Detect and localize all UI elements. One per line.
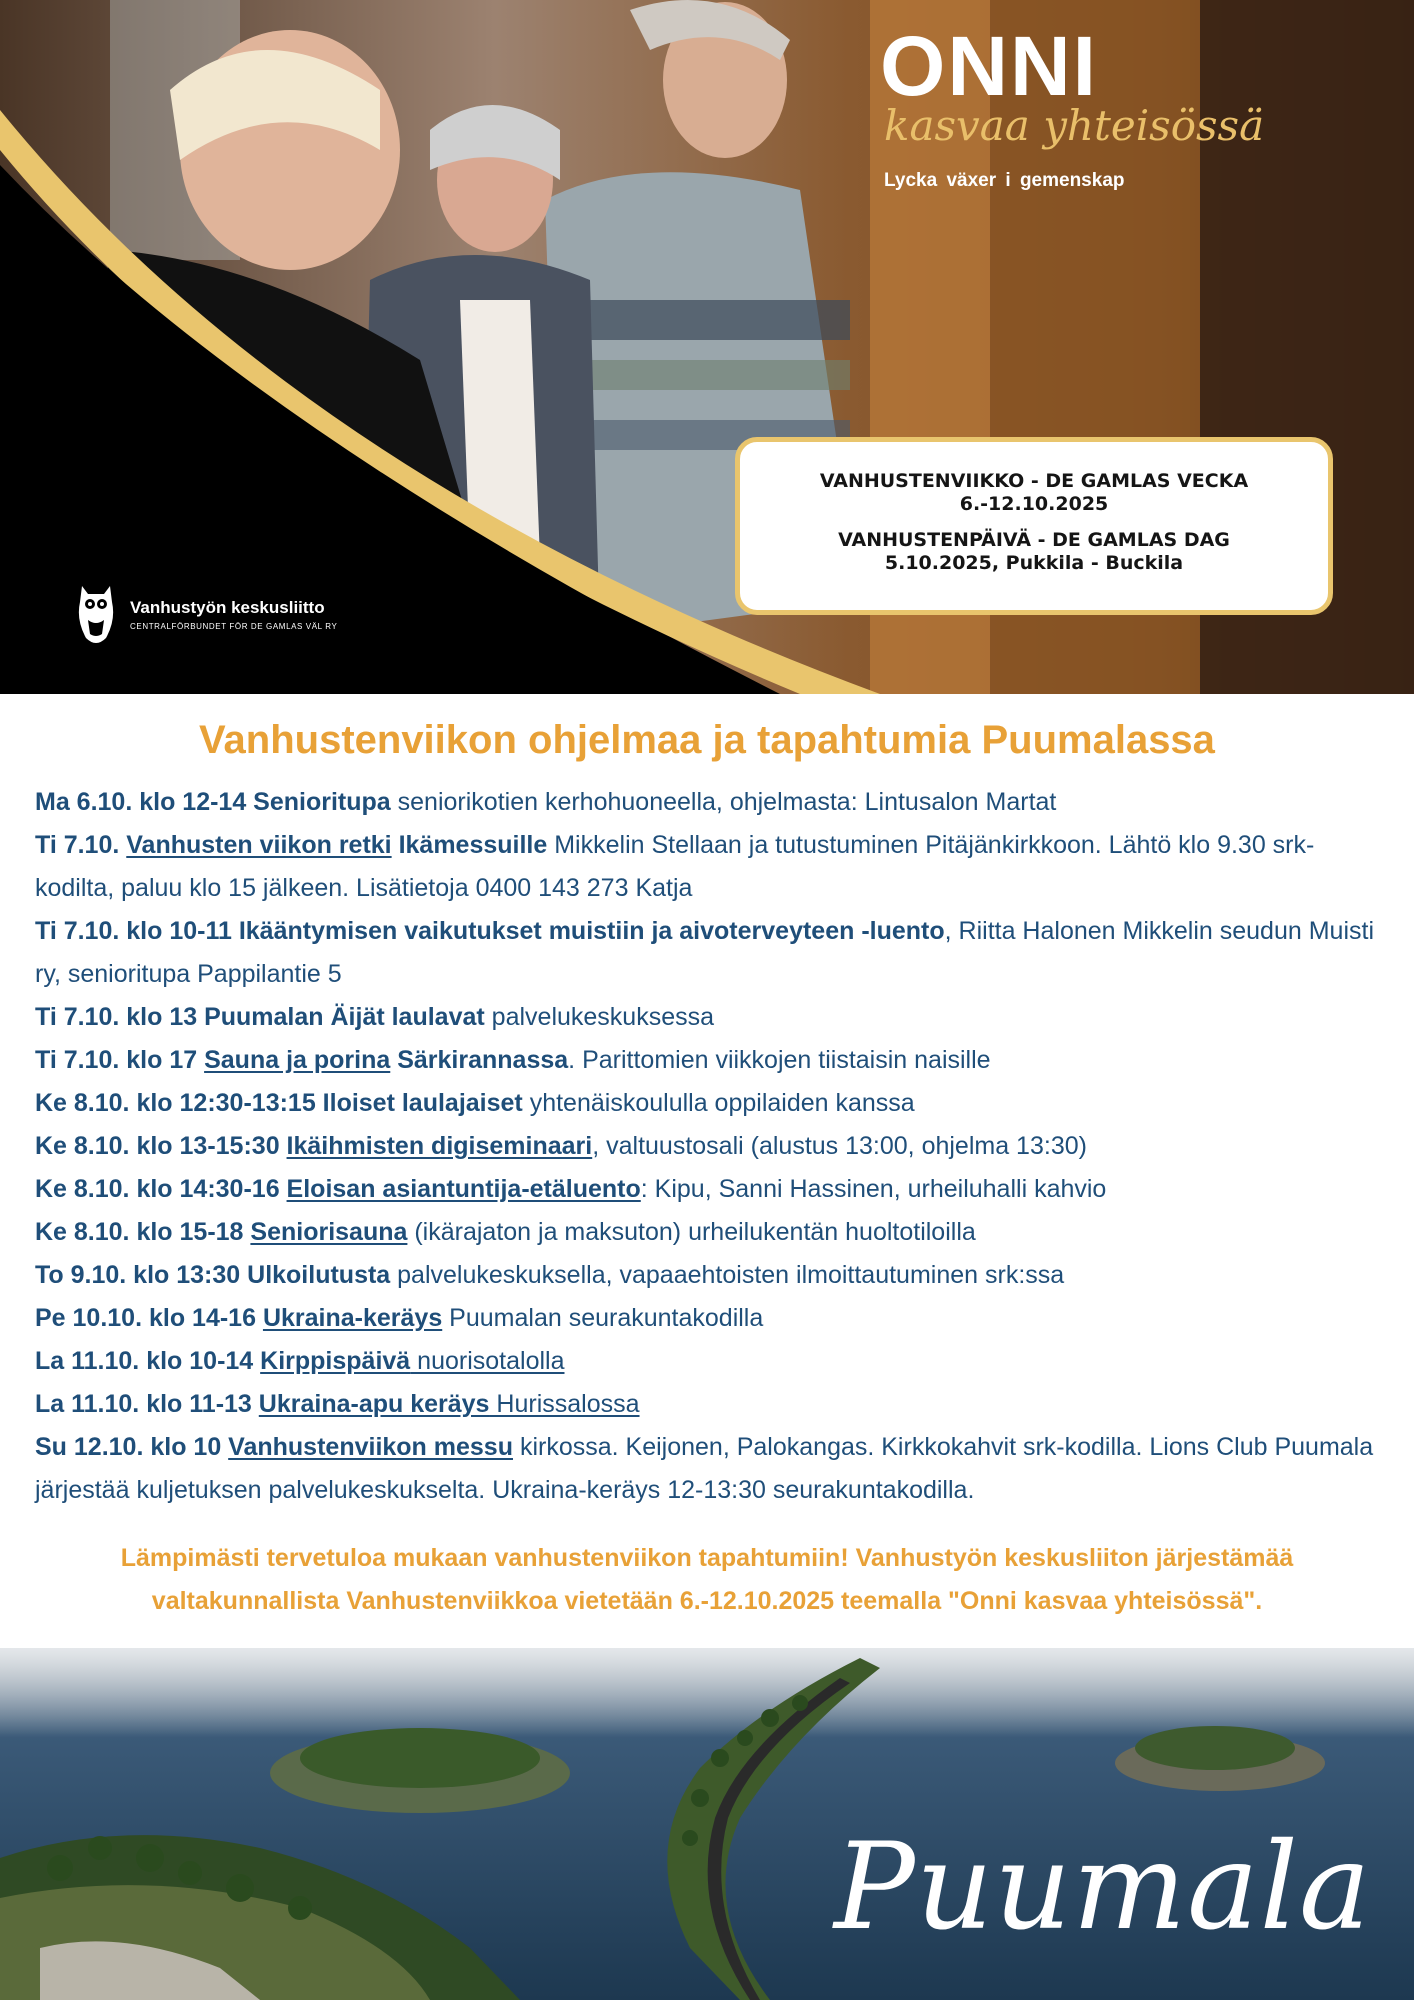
event-highlight: To 9.10. klo 13:30 Ulkoilutusta	[35, 1261, 391, 1289]
event-link-text: Ukraina-keräys	[262, 1304, 443, 1332]
event-highlight: Ke 8.10. klo 15-18	[35, 1218, 251, 1246]
event-link[interactable]	[126, 831, 391, 859]
event-item	[35, 1039, 1380, 1082]
event-highlight: Ti 7.10. klo 10-11 Ikääntymisen vaikutukset muistiin ja aivoterveyteen -luento	[35, 917, 945, 945]
event-highlight: Pe 10.10. klo 14-16	[35, 1304, 263, 1332]
brand-tagline: kasvaa yhteisössä	[884, 101, 1265, 150]
event-text: seniorikotien kerhohuoneella, ohjelmasta: Lintusalon Martat	[390, 788, 1057, 816]
event-text: , valtuustosali (alustus 13:00, ohjelma 13:30)	[592, 1132, 1087, 1160]
event-link[interactable]	[287, 1132, 593, 1160]
brand-block	[880, 19, 1304, 192]
event-highlight: Ke 8.10. klo 12:30-13:15 Iloiset laulajaiset	[35, 1089, 523, 1117]
event-item	[35, 910, 1380, 996]
date-info-box	[735, 437, 1333, 615]
organization-subtitle: CENTRALFÖRBUNDET FÖR DE GAMLAS VÄL RY	[130, 621, 338, 631]
event-item	[35, 1082, 1380, 1125]
event-link-text: Ukraina-apu keräys	[258, 1390, 490, 1418]
event-highlight: Ikämessuille	[391, 831, 548, 859]
event-link-text: Sauna ja porina	[204, 1046, 391, 1074]
event-link-text: Ikäihmisten digiseminaari	[286, 1132, 593, 1160]
event-link[interactable]	[204, 1046, 390, 1074]
event-text: Mikkelin Stellaan ja tutustuminen Pitäjänkirkkoon. Lähtö klo 9.30 srk-kodilta, paluu klo 15 jälkeen. Lisätietoja 0400 143 273 Katja	[35, 831, 1315, 902]
event-item	[35, 1211, 1380, 1254]
owl-logo-icon	[76, 580, 116, 650]
event-item	[35, 1125, 1380, 1168]
page-title: Vanhustenviikon ohjelmaa ja tapahtumia Puumalassa	[199, 718, 1215, 762]
event-item	[35, 1340, 1380, 1383]
event-highlight: Ma 6.10. klo 12-14 Senioritupa	[35, 788, 391, 816]
event-link[interactable]: Hurissalossa	[489, 1390, 640, 1418]
event-text: kirkossa. Keijonen, Palokangas. Kirkkokahvit srk-kodilla. Lions Club Puumala järjestää kuljetuksen palvelukeskukselta. Ukraina-keräys 12-13:30 seurakuntakodilla.	[35, 1433, 1374, 1504]
event-highlight: Särkirannassa	[390, 1046, 569, 1074]
event-highlight: Ti 7.10.	[35, 831, 127, 859]
event-highlight: Su 12.10. klo 10	[35, 1433, 229, 1461]
event-link[interactable]	[260, 1347, 410, 1375]
date-box-line-4: 5.10.2025, Pukkila - Buckila	[884, 552, 1184, 574]
event-link[interactable]	[250, 1218, 407, 1246]
organization-name: Vanhustyön keskusliitto	[130, 597, 325, 617]
events-list	[35, 781, 1380, 1512]
event-item	[35, 781, 1380, 824]
date-box-line-2: 6.-12.10.2025	[959, 493, 1109, 515]
event-link[interactable]: nuorisotalolla	[410, 1347, 565, 1375]
event-item	[35, 1297, 1380, 1340]
event-link[interactable]	[263, 1304, 442, 1332]
event-item	[35, 824, 1380, 910]
event-highlight: Ke 8.10. klo 13-15:30	[35, 1132, 287, 1160]
event-text: yhtenäiskoululla oppilaiden kanssa	[522, 1089, 915, 1117]
event-item	[35, 1254, 1380, 1297]
event-text: palvelukeskuksessa	[484, 1003, 715, 1031]
event-text: . Parittomien viikkojen tiistaisin naisille	[568, 1046, 991, 1074]
event-link[interactable]	[259, 1390, 490, 1418]
event-highlight: Ti 7.10. klo 13 Puumalan Äijät laulavat	[35, 1003, 485, 1031]
event-highlight: La 11.10. klo 11-13	[35, 1390, 259, 1418]
event-text: , Riitta Halonen Mikkelin seudun Muisti ry, senioritupa Pappilantie 5	[35, 917, 1374, 988]
event-link[interactable]	[287, 1175, 641, 1203]
date-box-line-1: VANHUSTENVIIKKO - DE GAMLAS VECKA	[819, 470, 1249, 492]
event-link[interactable]	[228, 1433, 513, 1461]
hero-banner	[0, 0, 1414, 694]
event-highlight: Ti 7.10. klo 17	[35, 1046, 205, 1074]
event-highlight: La 11.10. klo 10-14	[35, 1347, 261, 1375]
event-text: Puumalan seurakuntakodilla	[442, 1304, 764, 1332]
event-item	[35, 1168, 1380, 1211]
brand-title: ONNI	[880, 19, 1098, 113]
puumala-logo: Puumala	[834, 1818, 1372, 1957]
event-link-text: Vanhustenviikon messu	[228, 1433, 513, 1461]
event-link-text: Seniorisauna	[250, 1218, 408, 1246]
event-item	[35, 1383, 1380, 1426]
organization-logo-block	[76, 580, 337, 650]
event-link-text: Kirppispäivä	[260, 1347, 411, 1375]
brand-swedish-tagline: Lycka växer i gemenskap	[884, 170, 1125, 191]
event-link-text: Eloisan asiantuntija-etäluento	[286, 1175, 641, 1203]
event-item	[35, 1426, 1380, 1512]
event-highlight: Ke 8.10. klo 14:30-16	[35, 1175, 287, 1203]
event-text: : Kipu, Sanni Hassinen, urheiluhalli kahvio	[640, 1175, 1107, 1203]
event-text: palvelukeskuksella, vapaaehtoisten ilmoittautuminen srk:ssa	[390, 1261, 1065, 1289]
date-box-line-3: VANHUSTENPÄIVÄ - DE GAMLAS DAG	[838, 529, 1230, 551]
event-text: (ikärajaton ja maksuton) urheilukentän huoltotiloilla	[407, 1218, 976, 1246]
welcome-text: Lämpimästi tervetuloa mukaan vanhustenviikon tapahtumiin! Vanhustyön keskusliiton järjestämää valtakunnallista Vanhustenviikkoa vietetään 6.-12.10.2025 teemalla "Onni kasvaa yhteisössä".	[120, 1544, 1294, 1615]
event-link-text: Vanhusten viikon retki	[126, 831, 392, 859]
event-item	[35, 996, 1380, 1039]
